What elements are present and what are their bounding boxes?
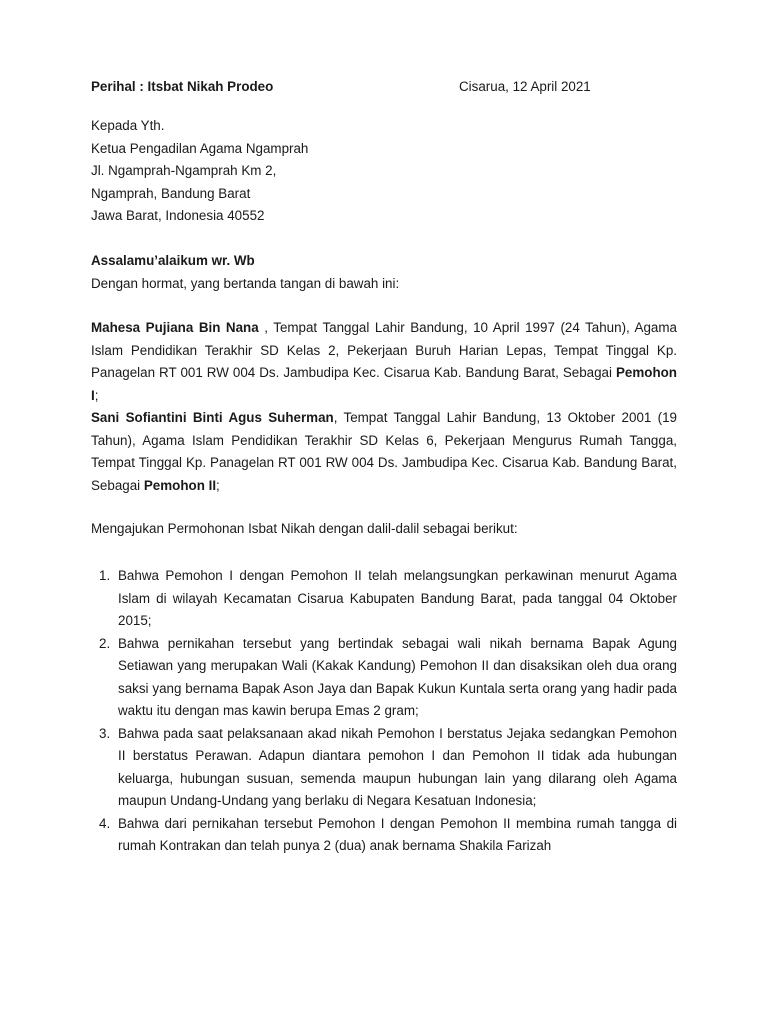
applicant-1-role: Pemohon I [91,365,677,403]
applicant-1-paragraph [91,317,677,407]
applicant-2-details: , Tempat Tanggal Lahir Bandung, 13 Oktober 2001 (19 Tahun), Agama Islam Pendidikan Terakhir SD Kelas 6, Pekerjaan Mengurus Rumah Tangga, Tempat Tinggal Kp. Panagelan RT 001 RW 004 Ds. Jambudipa Kec. Cisarua Kab. Bandung Barat, Sebagai [91,410,677,493]
parties-block [91,317,677,497]
addressee-line: Ngamprah, Bandung Barat [91,185,251,201]
greeting-block [91,250,399,295]
list-item-number: 2. [99,635,111,651]
petition-points-list [91,565,677,858]
addressee-line: Ketua Pengadilan Agama Ngamprah [91,140,309,156]
salutation: Assalamu’alaikum wr. Wb [91,253,255,268]
list-item-number: 1. [99,568,111,583]
letter-date: Cisarua, 12 April 2021 [459,79,591,94]
list-item-text: Bahwa pernikahan tersebut yang bertindak sebagai wali nikah bernama Bapak Agung Setiawan yang merupakan Wali (Kakak Kandung) Pemohon II dan disaksikan oleh dua orang saksi yang bernama Bapak Ason Jaya dan Bapak Kukun Kuntala serta orang yang hadir pada waktu itu dengan mas kawin berupa Emas 2 gram; [118,635,677,718]
list-item-text: Bahwa Pemohon I dengan Pemohon II telah melangsungkan perkawinan menurut Agama Islam di wilayah Kecamatan Cisarua Kabupaten Bandung Barat, pada tanggal 04 Oktober 2015; [118,568,677,628]
list-item [91,633,677,723]
list-item-text: Bahwa pada saat pelaksanaan akad nikah Pemohon I berstatus Jejaka sedangkan Pemohon II berstatus Perawan. Adapun diantara pemohon I dan Pemohon II tidak ada hubungan keluarga, hubungan susuan, semenda maupun hubungan lain yang dilarang oleh Agama maupun Undang-Undang yang berlaku di Negara Kesatuan Indonesia; [118,725,677,808]
opening-line: Dengan hormat, yang bertanda tangan di bawah ini: [91,275,400,291]
list-item [91,813,677,858]
applicant-2-paragraph [91,407,677,497]
list-item [91,723,677,813]
applicant-1-name: Mahesa Pujiana Bin Nana [91,320,259,335]
list-item-number: 3. [99,725,111,741]
list-item [91,565,677,633]
applicant-2-name: Sani Sofiantini Binti Agus Suherman [91,410,334,425]
addressee-line: Jawa Barat, Indonesia 40552 [91,208,265,223]
letter-subject: Perihal : Itsbat Nikah Prodeo [91,79,274,94]
applicant-2-role: Pemohon II [143,477,217,493]
applicant-1-details: , Tempat Tanggal Lahir Bandung, 10 April 1997 (24 Tahun), Agama Islam Pendidikan Terakhir SD Kelas 2, Pekerjaan Buruh Harian Lepas, Tempat Tinggal Kp. Panagelan RT 001 RW 004 Ds. Jambudipa Kec. Cisarua Kab. Bandung Barat, Sebagai [91,320,677,380]
applicant-2-end: ; [216,477,220,493]
addressee-line: Kepada Yth. [91,118,165,133]
addressee-line: Jl. Ngamprah-Ngamprah Km 2, [91,163,277,178]
addressee-block [91,115,308,228]
applicant-1-end: ; [94,387,99,403]
list-item-number: 4. [99,815,111,831]
list-item-text: Bahwa dari pernikahan tersebut Pemohon I dengan Pemohon II membina rumah tangga di rumah Kontrakan dan telah punya 2 (dua) anak bernama Shakila Farizah [118,815,677,853]
petition-intro: Mengajukan Permohonan Isbat Nikah dengan dalil-dalil sebagai berikut: [91,521,518,536]
